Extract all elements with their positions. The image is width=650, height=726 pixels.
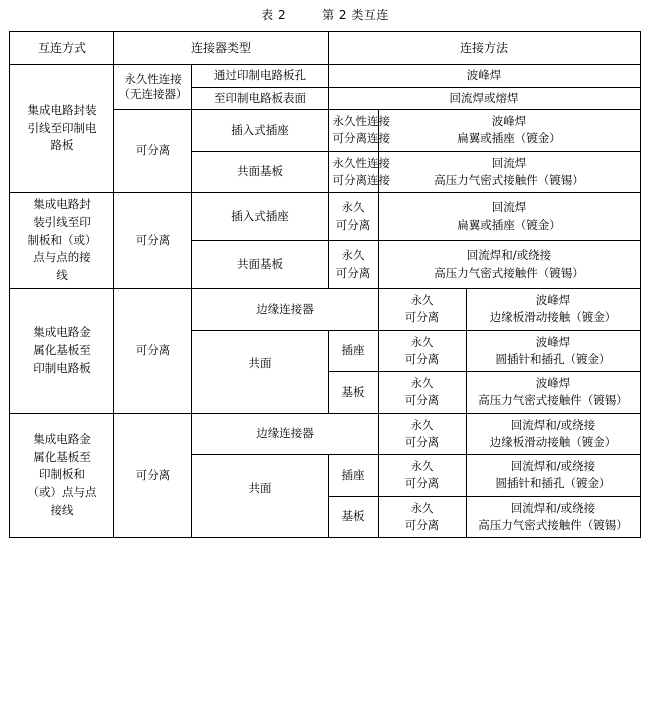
detachability-line: 可分离	[404, 476, 440, 491]
method-line: 高压力气密式接触件（镀锡）	[478, 517, 628, 532]
method-cell	[466, 289, 640, 331]
table-row	[10, 193, 640, 241]
method-cell	[466, 496, 640, 538]
connector-subtype-cell: 基板	[328, 496, 378, 538]
separable-line: 永久性连接	[124, 71, 182, 86]
detachability-line: 可分离	[404, 310, 440, 325]
method-line: 回流焊	[491, 200, 527, 215]
detachability-line: 永久性连接	[332, 155, 390, 170]
detachability-cell	[328, 193, 378, 241]
method-cell	[466, 372, 640, 414]
separable-cell: 可分离	[114, 289, 192, 414]
detachability-line: 永久	[410, 500, 434, 515]
detachability-line: 永久	[341, 200, 365, 215]
category-cell	[10, 289, 114, 414]
method-line: 圆插针和插孔（镀金）	[495, 476, 611, 491]
method-cell	[378, 110, 640, 152]
detachability-line: 永久性连接	[332, 114, 390, 129]
separable-cell: 可分离	[114, 413, 192, 538]
header-col1: 互连方式	[10, 32, 114, 65]
table-row	[10, 289, 640, 331]
detachability-line: 永久	[410, 417, 434, 432]
connector-subtype-cell: 基板	[328, 372, 378, 414]
detachability-line: 永久	[410, 293, 434, 308]
method-line: 回流焊和/或绕接	[510, 417, 596, 432]
detachability-line: 可分离	[404, 517, 440, 532]
header-col2: 连接器类型	[114, 32, 328, 65]
connector-type-cell: 通过印制电路板孔	[192, 65, 328, 88]
category-line: 集成电路金	[33, 325, 91, 340]
method-line: 回流焊和/或绕接	[510, 459, 596, 474]
interconnect-table	[9, 31, 640, 538]
detachability-line: 永久	[410, 376, 434, 391]
detachability-cell	[378, 413, 466, 455]
method-line: 圆插针和插孔（镀金）	[495, 351, 611, 366]
detachability-line: 可分离连接	[332, 172, 390, 187]
method-line: 波峰焊	[535, 334, 571, 349]
category-line: 印制电路板	[33, 360, 91, 375]
table-caption-label: 表 2	[261, 8, 287, 22]
detachability-cell	[328, 110, 390, 152]
detachability-cell	[378, 289, 466, 331]
category-line: 印制板和	[38, 467, 85, 482]
separable-cell: 可分离	[114, 193, 192, 289]
separable-line: （无连接器）	[118, 87, 188, 102]
method-line: 边缘板滑动接触（镀金）	[489, 434, 617, 449]
category-line: 装引线至印	[33, 214, 91, 229]
method-line: 高压力气密式接触件（镀锡）	[478, 393, 628, 408]
category-cell	[10, 65, 114, 193]
category-line: 属化基板至	[33, 449, 91, 464]
connector-subtype-cell: 插座	[328, 455, 378, 497]
detachability-line: 可分离	[404, 434, 440, 449]
method-cell	[378, 151, 640, 193]
method-cell	[466, 330, 640, 372]
category-line: 路板	[50, 138, 74, 153]
connector-type-cell: 共面基板	[192, 151, 328, 193]
connector-line: 共面	[248, 480, 272, 495]
method-line: 回流焊和/或绕接	[510, 500, 596, 515]
category-line: 集成电路封装	[27, 102, 97, 117]
detachability-line: 可分离	[335, 265, 371, 280]
connector-subtype-cell: 插座	[328, 330, 378, 372]
detachability-cell	[378, 330, 466, 372]
detachability-line: 可分离	[404, 393, 440, 408]
method-line: 波峰焊	[535, 376, 571, 391]
connector-type-cell: 插入式插座	[192, 110, 328, 152]
method-line: 扁翼或插座（镀金）	[457, 131, 561, 146]
method-line: 回流焊	[491, 155, 527, 170]
category-cell	[10, 193, 114, 289]
table-header-row	[10, 32, 640, 65]
method-line: 波峰焊	[491, 114, 527, 129]
method-line: 高压力气密式接触件（镀锡）	[434, 265, 584, 280]
category-line: 集成电路金	[33, 431, 91, 446]
category-line: 点与点的接	[33, 250, 91, 265]
detachability-line: 永久	[410, 334, 434, 349]
connector-type-cell: 至印制电路板表面	[192, 87, 328, 110]
category-line: 线	[56, 268, 68, 283]
connector-type-cell	[192, 455, 328, 538]
detachability-line: 可分离连接	[332, 131, 390, 146]
detachability-cell	[378, 372, 466, 414]
category-line: 集成电路封	[33, 197, 91, 212]
detachability-line: 可分离	[404, 351, 440, 366]
method-cell: 回流焊或熔焊	[328, 87, 640, 110]
category-line: 制板和（或）	[27, 232, 97, 247]
detachability-cell	[378, 496, 466, 538]
table-caption-title: 第 2 类互连	[322, 8, 389, 22]
separable-cell: 可分离	[114, 110, 192, 193]
connector-type-cell	[192, 330, 328, 413]
category-line: 接线	[50, 503, 74, 518]
detachability-cell	[328, 151, 390, 193]
detachability-line: 永久	[341, 248, 365, 263]
table-caption	[0, 0, 650, 31]
connector-type-cell: 插入式插座	[192, 193, 328, 241]
header-col3: 连接方法	[328, 32, 640, 65]
detachability-cell	[378, 455, 466, 497]
detachability-cell	[328, 241, 378, 289]
connector-type-cell: 边缘连接器	[192, 413, 378, 455]
connector-type-cell: 共面基板	[192, 241, 328, 289]
detachability-line: 可分离	[335, 217, 371, 232]
separable-cell	[114, 65, 192, 110]
method-cell	[378, 193, 640, 241]
category-cell	[10, 413, 114, 538]
method-line: 回流焊和/或绕接	[466, 248, 552, 263]
category-line: 属化基板至	[33, 342, 91, 357]
method-cell: 波峰焊	[328, 65, 640, 88]
connector-line: 共面	[248, 356, 272, 371]
method-line: 边缘板滑动接触（镀金）	[489, 310, 617, 325]
method-line: 波峰焊	[535, 293, 571, 308]
method-cell	[378, 241, 640, 289]
category-line: 引线至印制电	[27, 120, 97, 135]
method-line: 扁翼或插座（镀金）	[457, 217, 561, 232]
connector-type-cell: 边缘连接器	[192, 289, 378, 331]
method-cell	[466, 455, 640, 497]
detachability-line: 永久	[410, 459, 434, 474]
method-cell	[466, 413, 640, 455]
table-row	[10, 413, 640, 455]
method-line: 高压力气密式接触件（镀锡）	[434, 172, 584, 187]
table-row	[10, 65, 640, 88]
category-line: （或）点与点	[27, 485, 97, 500]
